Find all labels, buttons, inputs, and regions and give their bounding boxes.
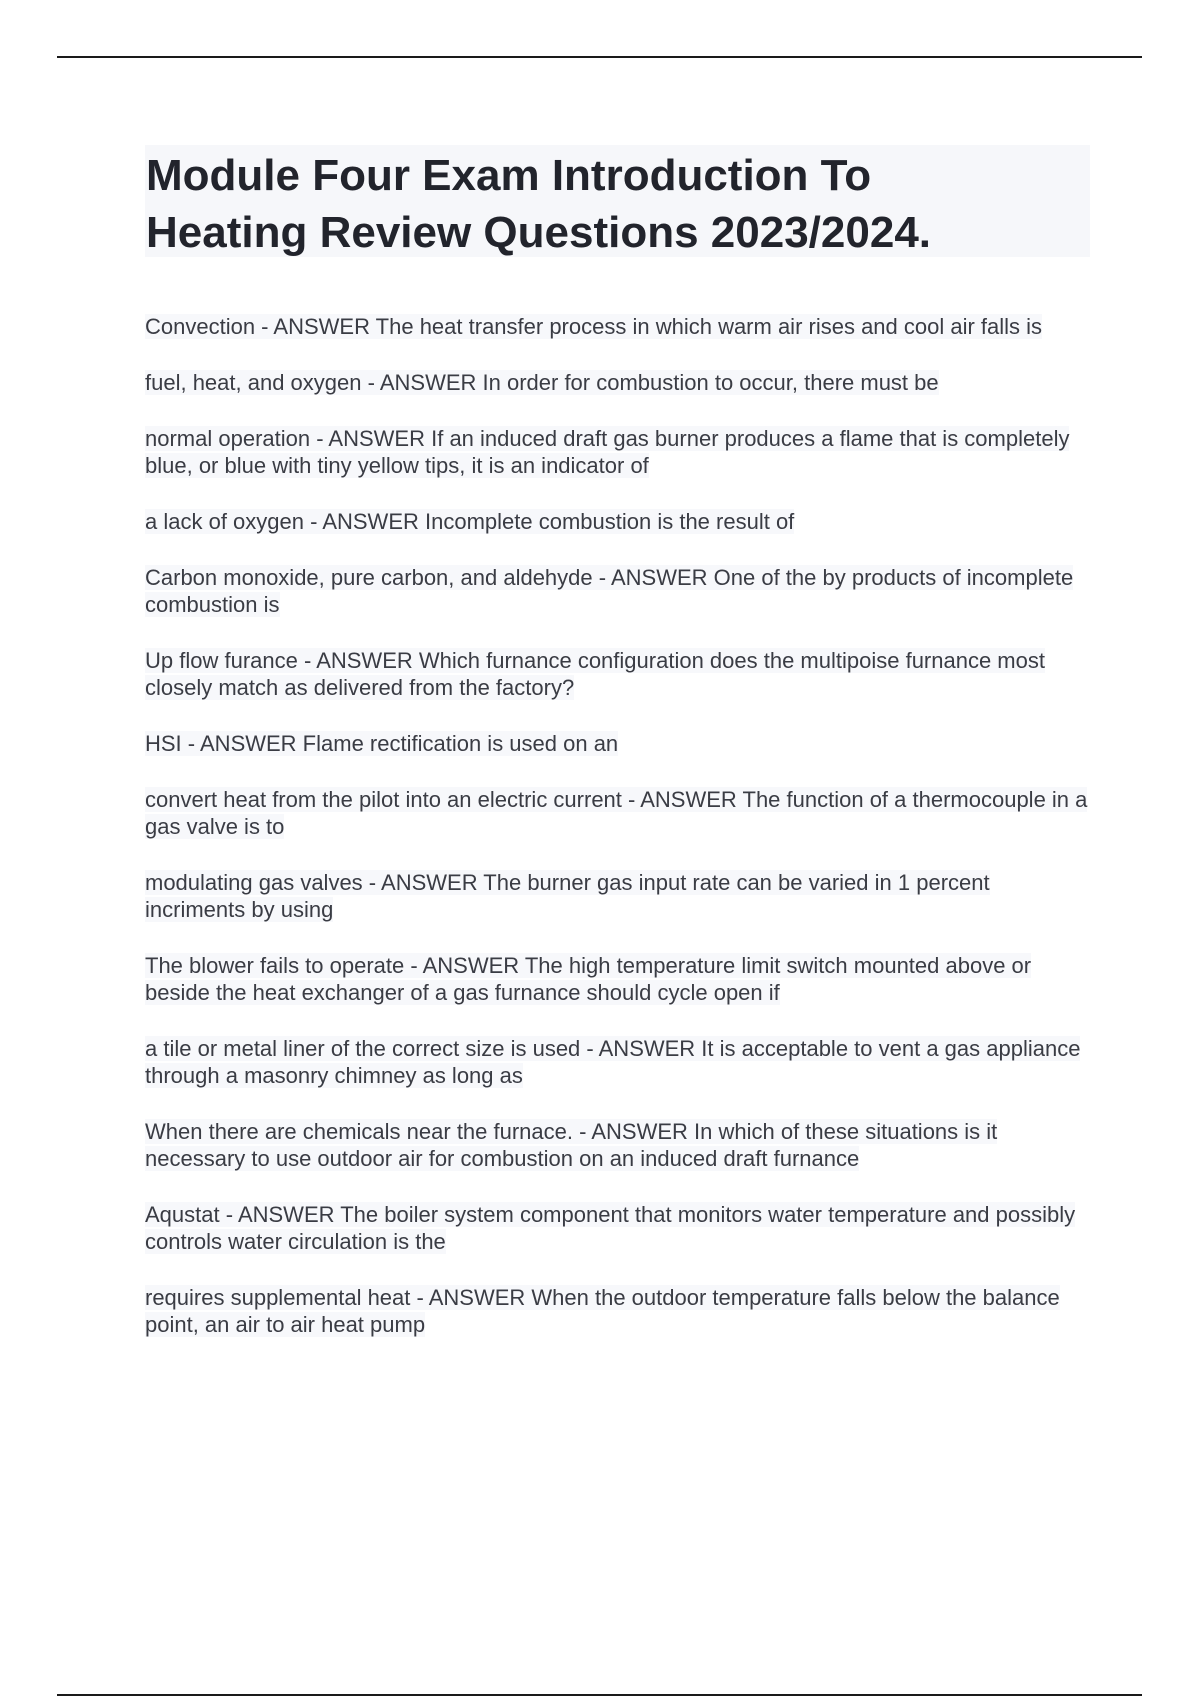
qa-item-text: HSI - ANSWER Flame rectification is used on an <box>145 731 619 756</box>
qa-item-text: modulating gas valves - ANSWER The burner gas input rate can be varied in 1 percent incriments by using <box>145 870 990 922</box>
header-rule <box>57 56 1142 58</box>
qa-item-text: a lack of oxygen - ANSWER Incomplete combustion is the result of <box>145 509 795 534</box>
qa-item-text: Carbon monoxide, pure carbon, and aldehyde - ANSWER One of the by products of incomplete combustion is <box>145 565 1074 617</box>
qa-item <box>145 369 1090 396</box>
qa-item <box>145 1284 1090 1338</box>
qa-item <box>145 564 1090 618</box>
document-title-line-1: Module Four Exam Introduction To <box>146 151 872 200</box>
qa-item <box>145 952 1090 1006</box>
qa-item <box>145 730 1090 757</box>
qa-item-text: Up flow furance - ANSWER Which furnance configuration does the multipoise furnance most closely match as delivered from the factory? <box>145 648 1045 700</box>
question-answer-list <box>145 313 1090 1367</box>
qa-item-text: Convection - ANSWER The heat transfer process in which warm air rises and cool air falls is <box>145 314 1043 339</box>
qa-item-text: requires supplemental heat - ANSWER When the outdoor temperature falls below the balance point, an air to air heat pump <box>145 1285 1060 1337</box>
qa-item <box>145 786 1090 840</box>
qa-item <box>145 647 1090 701</box>
qa-item-text: a tile or metal liner of the correct size is used - ANSWER It is acceptable to vent a gas appliance through a masonry chimney as long as <box>145 1036 1081 1088</box>
document-title <box>146 147 1086 261</box>
footer-rule <box>57 1694 1142 1696</box>
qa-item <box>145 1201 1090 1255</box>
qa-item <box>145 313 1090 340</box>
qa-item <box>145 869 1090 923</box>
qa-item <box>145 1118 1090 1172</box>
qa-item <box>145 425 1090 479</box>
qa-item-text: fuel, heat, and oxygen - ANSWER In order for combustion to occur, there must be <box>145 370 939 395</box>
qa-item <box>145 508 1090 535</box>
qa-item-text: When there are chemicals near the furnace. - ANSWER In which of these situations is it necessary to use outdoor air for combustion on an induced draft furnance <box>145 1119 998 1171</box>
qa-item-text: Aqustat - ANSWER The boiler system component that monitors water temperature and possibly controls water circulation is the <box>145 1202 1076 1254</box>
qa-item <box>145 1035 1090 1089</box>
qa-item-text: convert heat from the pilot into an electric current - ANSWER The function of a thermocouple in a gas valve is to <box>145 787 1088 839</box>
qa-item-text: The blower fails to operate - ANSWER The high temperature limit switch mounted above or beside the heat exchanger of a gas furnance should cycle open if <box>145 953 1032 1005</box>
qa-item-text: normal operation - ANSWER If an induced draft gas burner produces a flame that is completely blue, or blue with tiny yellow tips, it is an indicator of <box>145 426 1070 478</box>
document-title-line-2: Heating Review Questions 2023/2024. <box>146 208 932 257</box>
